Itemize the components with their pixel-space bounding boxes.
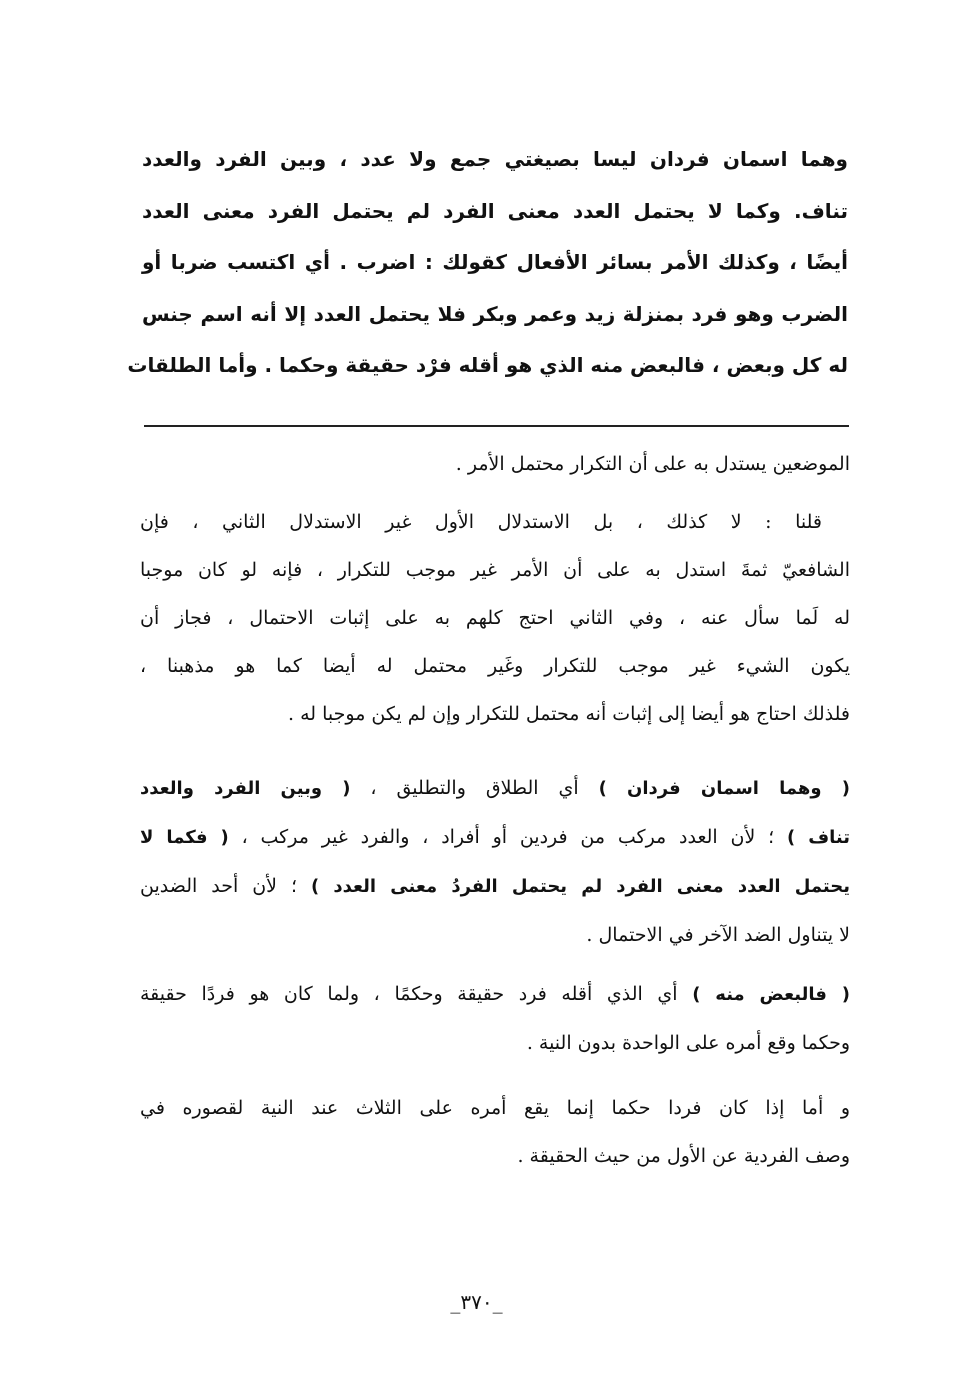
commentary-paragraph-1 <box>140 440 850 488</box>
commentary-line: الموضعين يستدل به على أن التكرار محتمل الأمر . <box>455 453 850 475</box>
quoted-text: ( فالبعض منه ) <box>692 984 850 1005</box>
commentary-paragraph-5 <box>140 1084 850 1180</box>
main-text-line: أيضًا ، وكذلك الأمر بسائر الأفعال كقولك : اضرب . أي اكتسب ضربا أو <box>142 250 848 274</box>
commentary-paragraph-4 <box>140 970 850 1067</box>
page-number: _٣٧٠_ <box>450 1290 503 1314</box>
commentary-text: أي الطلاق والتطليق ، <box>350 777 599 799</box>
commentary-line: و أما إذا كان فردا حكما إنما يقع أمره على الثلاث عند النية لقصوره في <box>140 1097 850 1119</box>
quoted-text: يحتمل العدد معنى الفرد لم يحتمل الفردُ معنى العدد ) <box>310 876 850 897</box>
commentary-line: فلذلك احتاج هو أيضا إلى إثبات أنه محتمل للتكرار وإن لم يكن موجبا له . <box>288 703 850 725</box>
commentary-paragraph-3 <box>140 764 850 959</box>
commentary-line: الشافعيّ ثمةَ استدل به على أن الأمر غير موجب للتكرار ، فإنه لو كان موجبا <box>140 559 850 581</box>
commentary-line: وصف الفردية عن الأول من حيث الحقيقة . <box>517 1145 850 1167</box>
commentary-line <box>140 862 850 911</box>
main-text-line: تناف. وكما لا يحتمل العدد معنى الفرد لم يحتمل الفرد معنى العدد <box>142 198 848 223</box>
commentary-text: ؛ لأن العدد مركب من فردين أو أفراد ، والفرد غير مركب ، <box>228 826 787 848</box>
main-text-line: وهما اسمان فردان ليسا بصيغتي جمع ولا عدد ، وبين الفرد والعدد <box>142 147 848 171</box>
commentary-line: لا يتناول الضد الآخر في الاحتمال . <box>586 924 850 946</box>
commentary-line: وحكما وقع أمره على الواحدة بدون النية . <box>526 1032 850 1054</box>
commentary-line <box>140 764 850 813</box>
main-text-line: الضرب وهو فرد بمنزلة زيد وعمر وبكر فلا يحتمل العدد إلا أنه اسم جنس <box>142 301 848 326</box>
commentary-line: قلنا : لا كذلك ، بل الاستدلال الأول غير الاستدلال الثاني ، فإن <box>140 511 822 533</box>
commentary-text: أي الذي أقله فرد حقيقة وحكمًا ، ولما كان هو فردًا حقيقة <box>140 983 693 1005</box>
commentary-paragraph-2 <box>140 498 850 738</box>
main-text-line: له كل وبعض ، فالبعض منه الذي هو أقله فرْد حقيقة وحكما . وأما الطلقات <box>127 353 848 377</box>
commentary-line: له لَما سأل عنه ، وفي الثاني احتج كلهم به على إثبات الاحتمال ، فجاز أن <box>140 607 850 629</box>
quoted-text: تناف ) <box>786 827 850 848</box>
commentary-line <box>140 970 850 1019</box>
commentary-line: يكون الشيء غير موجب للتكرار وغَير محتمل له أيضا كما هو مذهبنا ، <box>140 655 850 677</box>
quoted-text: ( وهما اسمان فردان ) <box>598 778 850 799</box>
quoted-text: ( فكما لا <box>140 827 229 848</box>
commentary-text: ؛ لأن أحد الضدين <box>140 875 311 897</box>
quoted-text: ( وبين الفرد والعدد <box>140 778 351 799</box>
separator-rule <box>144 425 849 427</box>
commentary-line <box>140 813 850 862</box>
main-text-block <box>127 134 848 392</box>
